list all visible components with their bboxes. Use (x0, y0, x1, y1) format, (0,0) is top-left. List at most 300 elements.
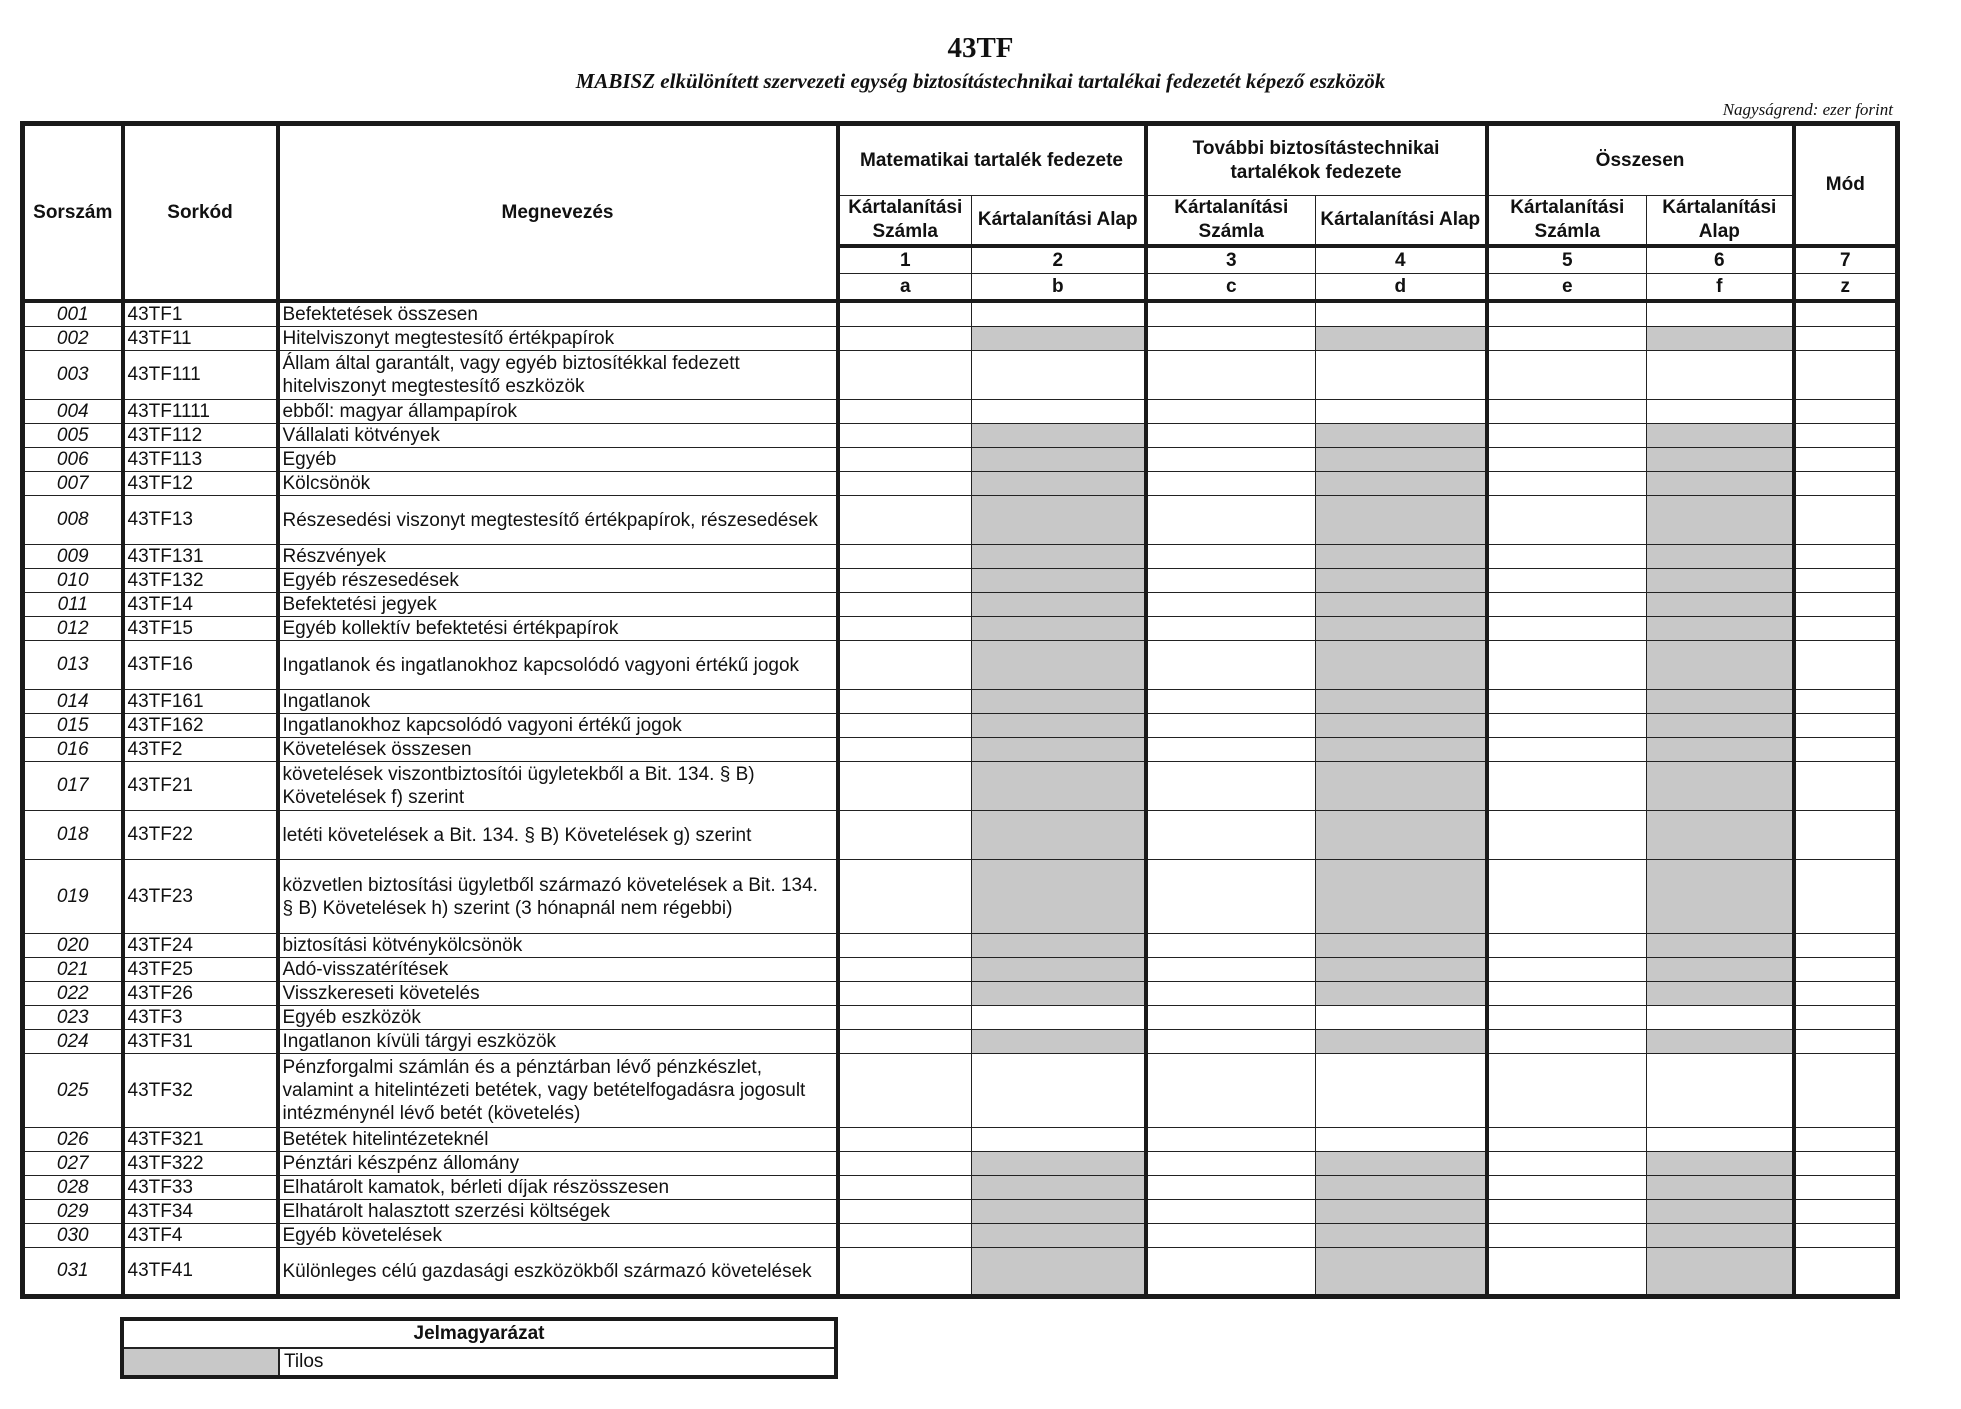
value-cell[interactable] (972, 1054, 1146, 1128)
row-code: 43TF1111 (123, 400, 278, 424)
value-cell[interactable] (1794, 424, 1898, 448)
value-cell[interactable] (1487, 593, 1647, 617)
row-number: 024 (23, 1030, 123, 1054)
value-cell[interactable] (838, 472, 972, 496)
value-cell[interactable] (1316, 1054, 1487, 1128)
value-cell (1316, 934, 1487, 958)
header-sub-alap-3: Kártalanítási Alap (1647, 196, 1794, 247)
value-cell[interactable] (1794, 545, 1898, 569)
value-cell (972, 958, 1146, 982)
value-cell (972, 860, 1146, 934)
value-cell (972, 545, 1146, 569)
table-row (23, 496, 1898, 545)
value-cell[interactable] (838, 958, 972, 982)
value-cell[interactable] (1146, 301, 1316, 327)
value-cell (972, 1224, 1146, 1248)
value-cell[interactable] (1794, 762, 1898, 811)
value-cell[interactable] (972, 351, 1146, 400)
value-cell[interactable] (838, 738, 972, 762)
header-sub-szamla-1: Kártalanítási Számla (838, 196, 972, 247)
value-cell[interactable] (1146, 641, 1316, 690)
row-number: 007 (23, 472, 123, 496)
value-cell[interactable] (1487, 811, 1647, 860)
value-cell[interactable] (972, 1006, 1146, 1030)
value-cell[interactable] (1487, 1200, 1647, 1224)
value-cell[interactable] (1487, 1128, 1647, 1152)
value-cell[interactable] (1316, 400, 1487, 424)
row-code: 43TF322 (123, 1152, 278, 1176)
value-cell[interactable] (838, 1030, 972, 1054)
value-cell (972, 472, 1146, 496)
value-cell[interactable] (1487, 1224, 1647, 1248)
value-cell (1316, 738, 1487, 762)
value-cell[interactable] (838, 1006, 972, 1030)
value-cell (1316, 982, 1487, 1006)
value-cell[interactable] (838, 1128, 972, 1152)
table-row (23, 400, 1898, 424)
value-cell[interactable] (1487, 327, 1647, 351)
value-cell[interactable] (1487, 1176, 1647, 1200)
row-number: 014 (23, 690, 123, 714)
value-cell[interactable] (1794, 1006, 1898, 1030)
value-cell[interactable] (1647, 1006, 1794, 1030)
value-cell[interactable] (1794, 1176, 1898, 1200)
value-cell (972, 617, 1146, 641)
value-cell[interactable] (1794, 1054, 1898, 1128)
col-number: 1 (838, 246, 972, 274)
col-number: 7 (1794, 246, 1898, 274)
value-cell[interactable] (838, 448, 972, 472)
value-cell[interactable] (1487, 690, 1647, 714)
value-cell[interactable] (1487, 617, 1647, 641)
value-cell[interactable] (1146, 1248, 1316, 1297)
value-cell (1316, 1248, 1487, 1297)
row-name: Befektetési jegyek (278, 593, 838, 617)
value-cell[interactable] (838, 351, 972, 400)
value-cell (972, 1152, 1146, 1176)
value-cell[interactable] (1487, 1054, 1647, 1128)
table-row (23, 641, 1898, 690)
row-number: 022 (23, 982, 123, 1006)
value-cell (1647, 1152, 1794, 1176)
value-cell[interactable] (1146, 496, 1316, 545)
value-cell[interactable] (838, 545, 972, 569)
value-cell (972, 714, 1146, 738)
value-cell (1647, 448, 1794, 472)
value-cell[interactable] (838, 1152, 972, 1176)
value-cell[interactable] (1794, 738, 1898, 762)
value-cell[interactable] (1146, 617, 1316, 641)
row-code: 43TF21 (123, 762, 278, 811)
row-name: Hitelviszonyt megtestesítő értékpapírok (278, 327, 838, 351)
value-cell[interactable] (838, 496, 972, 545)
value-cell[interactable] (1794, 1200, 1898, 1224)
value-cell[interactable] (1487, 496, 1647, 545)
col-letter: b (972, 274, 1146, 302)
value-cell[interactable] (1794, 1224, 1898, 1248)
legend-label: Tilos (279, 1348, 836, 1377)
value-cell (1647, 811, 1794, 860)
value-cell[interactable] (838, 641, 972, 690)
row-name: ebből: magyar állampapírok (278, 400, 838, 424)
value-cell (1316, 714, 1487, 738)
value-cell[interactable] (1794, 569, 1898, 593)
value-cell[interactable] (1487, 762, 1647, 811)
value-cell[interactable] (1487, 934, 1647, 958)
row-code: 43TF161 (123, 690, 278, 714)
row-name: Visszkereseti követelés (278, 982, 838, 1006)
row-number: 012 (23, 617, 123, 641)
col-letter: z (1794, 274, 1898, 302)
value-cell (1647, 569, 1794, 593)
value-cell[interactable] (1146, 400, 1316, 424)
value-cell[interactable] (1647, 301, 1794, 327)
row-number: 019 (23, 860, 123, 934)
row-number: 027 (23, 1152, 123, 1176)
value-cell[interactable] (1794, 617, 1898, 641)
row-name: letéti követelések a Bit. 134. § B) Követelések g) szerint (278, 811, 838, 860)
value-cell[interactable] (838, 690, 972, 714)
row-code: 43TF16 (123, 641, 278, 690)
value-cell[interactable] (1487, 982, 1647, 1006)
value-cell (1316, 617, 1487, 641)
value-cell[interactable] (972, 400, 1146, 424)
value-cell[interactable] (1146, 1006, 1316, 1030)
value-cell[interactable] (1487, 860, 1647, 934)
value-cell (972, 1176, 1146, 1200)
legend (120, 1317, 838, 1379)
value-cell (1647, 982, 1794, 1006)
value-cell (1647, 472, 1794, 496)
header-group-tovabbi: További biztosítástechnikai tartalékok fedezete (1146, 124, 1487, 196)
value-cell[interactable] (838, 1054, 972, 1128)
value-cell[interactable] (1794, 351, 1898, 400)
value-cell[interactable] (838, 327, 972, 351)
value-cell[interactable] (1487, 1152, 1647, 1176)
value-cell[interactable] (1316, 351, 1487, 400)
table-row (23, 424, 1898, 448)
value-cell[interactable] (1146, 1224, 1316, 1248)
value-cell[interactable] (1146, 714, 1316, 738)
value-cell (972, 496, 1146, 545)
legend-title: Jelmagyarázat (122, 1319, 836, 1348)
row-code: 43TF22 (123, 811, 278, 860)
value-cell[interactable] (1794, 690, 1898, 714)
value-cell (1647, 738, 1794, 762)
value-cell (1316, 762, 1487, 811)
table-row (23, 1128, 1898, 1152)
row-code: 43TF321 (123, 1128, 278, 1152)
value-cell[interactable] (838, 400, 972, 424)
value-cell[interactable] (1487, 1006, 1647, 1030)
row-code: 43TF12 (123, 472, 278, 496)
value-cell[interactable] (1794, 982, 1898, 1006)
value-cell[interactable] (1794, 958, 1898, 982)
value-cell[interactable] (1146, 424, 1316, 448)
header-megnevezes: Megnevezés (278, 124, 838, 302)
row-code: 43TF15 (123, 617, 278, 641)
row-number: 023 (23, 1006, 123, 1030)
table-row (23, 1152, 1898, 1176)
row-code: 43TF34 (123, 1200, 278, 1224)
value-cell[interactable] (1146, 545, 1316, 569)
row-number: 011 (23, 593, 123, 617)
value-cell[interactable] (838, 617, 972, 641)
header-sub-szamla-2: Kártalanítási Számla (1146, 196, 1316, 247)
value-cell[interactable] (1146, 860, 1316, 934)
value-cell (1647, 690, 1794, 714)
document-subtitle: MABISZ elkülönített szervezeti egység biztosítástechnikai tartalékai fedezetét képező eszközök (575, 69, 1386, 93)
value-cell (1647, 1030, 1794, 1054)
value-cell[interactable] (1146, 569, 1316, 593)
value-cell (972, 1248, 1146, 1297)
value-cell[interactable] (1487, 1248, 1647, 1297)
row-number: 031 (23, 1248, 123, 1297)
col-number: 5 (1487, 246, 1647, 274)
value-cell[interactable] (1146, 351, 1316, 400)
value-cell (1316, 1200, 1487, 1224)
value-cell[interactable] (1647, 1128, 1794, 1152)
table-row (23, 982, 1898, 1006)
value-cell[interactable] (1487, 1030, 1647, 1054)
value-cell[interactable] (1794, 448, 1898, 472)
value-cell[interactable] (1146, 982, 1316, 1006)
table-row (23, 1224, 1898, 1248)
value-cell[interactable] (838, 860, 972, 934)
value-cell[interactable] (1146, 762, 1316, 811)
row-number: 002 (23, 327, 123, 351)
value-cell[interactable] (1794, 593, 1898, 617)
row-number: 001 (23, 301, 123, 327)
header-sub-alap-2: Kártalanítási Alap (1316, 196, 1487, 247)
table-row (23, 301, 1898, 327)
value-cell (972, 569, 1146, 593)
value-cell[interactable] (838, 569, 972, 593)
value-cell[interactable] (1794, 327, 1898, 351)
table-row (23, 714, 1898, 738)
value-cell (972, 593, 1146, 617)
row-code: 43TF2 (123, 738, 278, 762)
row-number: 015 (23, 714, 123, 738)
value-cell[interactable] (1316, 301, 1487, 327)
table-row (23, 593, 1898, 617)
value-cell[interactable] (1794, 714, 1898, 738)
value-cell (1316, 569, 1487, 593)
value-cell[interactable] (1794, 934, 1898, 958)
row-number: 006 (23, 448, 123, 472)
col-letter: f (1647, 274, 1794, 302)
value-cell[interactable] (1794, 1128, 1898, 1152)
value-cell[interactable] (1647, 1054, 1794, 1128)
row-code: 43TF4 (123, 1224, 278, 1248)
value-cell[interactable] (1487, 569, 1647, 593)
row-code: 43TF24 (123, 934, 278, 958)
row-number: 010 (23, 569, 123, 593)
row-code: 43TF11 (123, 327, 278, 351)
value-cell[interactable] (1794, 496, 1898, 545)
value-cell[interactable] (838, 714, 972, 738)
value-cell[interactable] (1794, 1152, 1898, 1176)
value-cell[interactable] (838, 811, 972, 860)
value-cell[interactable] (838, 1224, 972, 1248)
unit-note: Nagyságrend: ezer forint (1722, 100, 1893, 119)
value-cell (1316, 690, 1487, 714)
value-cell[interactable] (1487, 545, 1647, 569)
row-name: Ingatlanok (278, 690, 838, 714)
value-cell[interactable] (1794, 472, 1898, 496)
value-cell (1647, 1224, 1794, 1248)
row-code: 43TF131 (123, 545, 278, 569)
value-cell[interactable] (1794, 1248, 1898, 1297)
value-cell[interactable] (1316, 1006, 1487, 1030)
table-row (23, 762, 1898, 811)
value-cell[interactable] (1487, 958, 1647, 982)
col-number: 3 (1146, 246, 1316, 274)
value-cell[interactable] (1487, 400, 1647, 424)
value-cell[interactable] (1146, 593, 1316, 617)
row-name: Állam által garantált, vagy egyéb biztosítékkal fedezett hitelviszonyt megtestesítő eszközök (278, 351, 838, 400)
table-row (23, 1006, 1898, 1030)
table-row (23, 860, 1898, 934)
value-cell[interactable] (1794, 811, 1898, 860)
col-letter: a (838, 274, 972, 302)
value-cell[interactable] (1647, 400, 1794, 424)
value-cell (972, 327, 1146, 351)
value-cell[interactable] (1794, 1030, 1898, 1054)
row-number: 009 (23, 545, 123, 569)
row-name: Befektetések összesen (278, 301, 838, 327)
asset-table (20, 121, 1900, 1299)
value-cell[interactable] (1794, 301, 1898, 327)
value-cell[interactable] (1146, 934, 1316, 958)
value-cell[interactable] (1146, 690, 1316, 714)
value-cell[interactable] (1146, 1030, 1316, 1054)
row-name: Egyéb eszközök (278, 1006, 838, 1030)
value-cell (972, 424, 1146, 448)
row-number: 005 (23, 424, 123, 448)
value-cell[interactable] (1146, 1200, 1316, 1224)
table-row (23, 811, 1898, 860)
row-name: Elhatárolt halasztott szerzési költségek (278, 1200, 838, 1224)
row-number: 030 (23, 1224, 123, 1248)
value-cell (972, 934, 1146, 958)
value-cell (1647, 762, 1794, 811)
value-cell[interactable] (1146, 738, 1316, 762)
value-cell[interactable] (838, 1248, 972, 1297)
value-cell[interactable] (1647, 351, 1794, 400)
row-code: 43TF41 (123, 1248, 278, 1297)
value-cell[interactable] (1146, 448, 1316, 472)
row-number: 020 (23, 934, 123, 958)
row-name: közvetlen biztosítási ügyletből származó követelések a Bit. 134. § B) Követelések h) szerint (3 hónapnál nem régebbi) (278, 860, 838, 934)
value-cell[interactable] (1146, 472, 1316, 496)
row-name: Követelések összesen (278, 738, 838, 762)
value-cell (1316, 1152, 1487, 1176)
row-name: Pénzforgalmi számlán és a pénztárban lévő pénzkészlet, valamint a hitelintézeti betétek, vagy betételfogadásra jogosult intézménynél lévő betét (követelés) (278, 1054, 838, 1128)
table-row (23, 1248, 1898, 1297)
value-cell[interactable] (1794, 400, 1898, 424)
value-cell[interactable] (838, 301, 972, 327)
value-cell[interactable] (1487, 301, 1647, 327)
value-cell[interactable] (1316, 1128, 1487, 1152)
table-row (23, 1030, 1898, 1054)
value-cell (1647, 496, 1794, 545)
value-cell (1316, 958, 1487, 982)
value-cell (1316, 641, 1487, 690)
value-cell[interactable] (1146, 958, 1316, 982)
value-cell[interactable] (1487, 448, 1647, 472)
value-cell[interactable] (972, 301, 1146, 327)
value-cell[interactable] (838, 424, 972, 448)
value-cell (972, 738, 1146, 762)
row-number: 003 (23, 351, 123, 400)
value-cell[interactable] (838, 762, 972, 811)
value-cell (1316, 496, 1487, 545)
value-cell (1316, 860, 1487, 934)
value-cell[interactable] (1146, 327, 1316, 351)
row-code: 43TF13 (123, 496, 278, 545)
header-group-osszesen: Összesen (1487, 124, 1794, 196)
table-row (23, 1176, 1898, 1200)
value-cell (1316, 448, 1487, 472)
row-name: követelések viszontbiztosítói ügyletekből a Bit. 134. § B) Követelések f) szerint (278, 762, 838, 811)
table-row (23, 545, 1898, 569)
value-cell[interactable] (838, 593, 972, 617)
value-cell[interactable] (1794, 860, 1898, 934)
value-cell[interactable] (1487, 424, 1647, 448)
value-cell[interactable] (838, 1200, 972, 1224)
value-cell (972, 762, 1146, 811)
col-number: 6 (1647, 246, 1794, 274)
value-cell (972, 690, 1146, 714)
row-number: 004 (23, 400, 123, 424)
value-cell[interactable] (1487, 714, 1647, 738)
value-cell[interactable] (1794, 641, 1898, 690)
row-code: 43TF112 (123, 424, 278, 448)
table-row (23, 958, 1898, 982)
col-number: 4 (1316, 246, 1487, 274)
row-name: Ingatlanok és ingatlanokhoz kapcsolódó vagyoni értékű jogok (278, 641, 838, 690)
value-cell[interactable] (1146, 1176, 1316, 1200)
col-letter: e (1487, 274, 1647, 302)
value-cell (1647, 1176, 1794, 1200)
table-row (23, 448, 1898, 472)
header-sub-szamla-3: Kártalanítási Számla (1487, 196, 1647, 247)
col-number: 2 (972, 246, 1146, 274)
value-cell[interactable] (838, 1176, 972, 1200)
value-cell[interactable] (1146, 1054, 1316, 1128)
value-cell[interactable] (1487, 351, 1647, 400)
value-cell (972, 641, 1146, 690)
value-cell[interactable] (1146, 1152, 1316, 1176)
value-cell[interactable] (1146, 1128, 1316, 1152)
value-cell[interactable] (838, 934, 972, 958)
value-cell[interactable] (1487, 641, 1647, 690)
value-cell[interactable] (1487, 738, 1647, 762)
row-name: Egyéb kollektív befektetési értékpapírok (278, 617, 838, 641)
row-code: 43TF113 (123, 448, 278, 472)
value-cell[interactable] (1487, 472, 1647, 496)
value-cell[interactable] (838, 982, 972, 1006)
value-cell (972, 811, 1146, 860)
row-code: 43TF33 (123, 1176, 278, 1200)
row-number: 016 (23, 738, 123, 762)
value-cell[interactable] (972, 1128, 1146, 1152)
value-cell[interactable] (1146, 811, 1316, 860)
table-row (23, 690, 1898, 714)
table-row (23, 351, 1898, 400)
row-code: 43TF23 (123, 860, 278, 934)
